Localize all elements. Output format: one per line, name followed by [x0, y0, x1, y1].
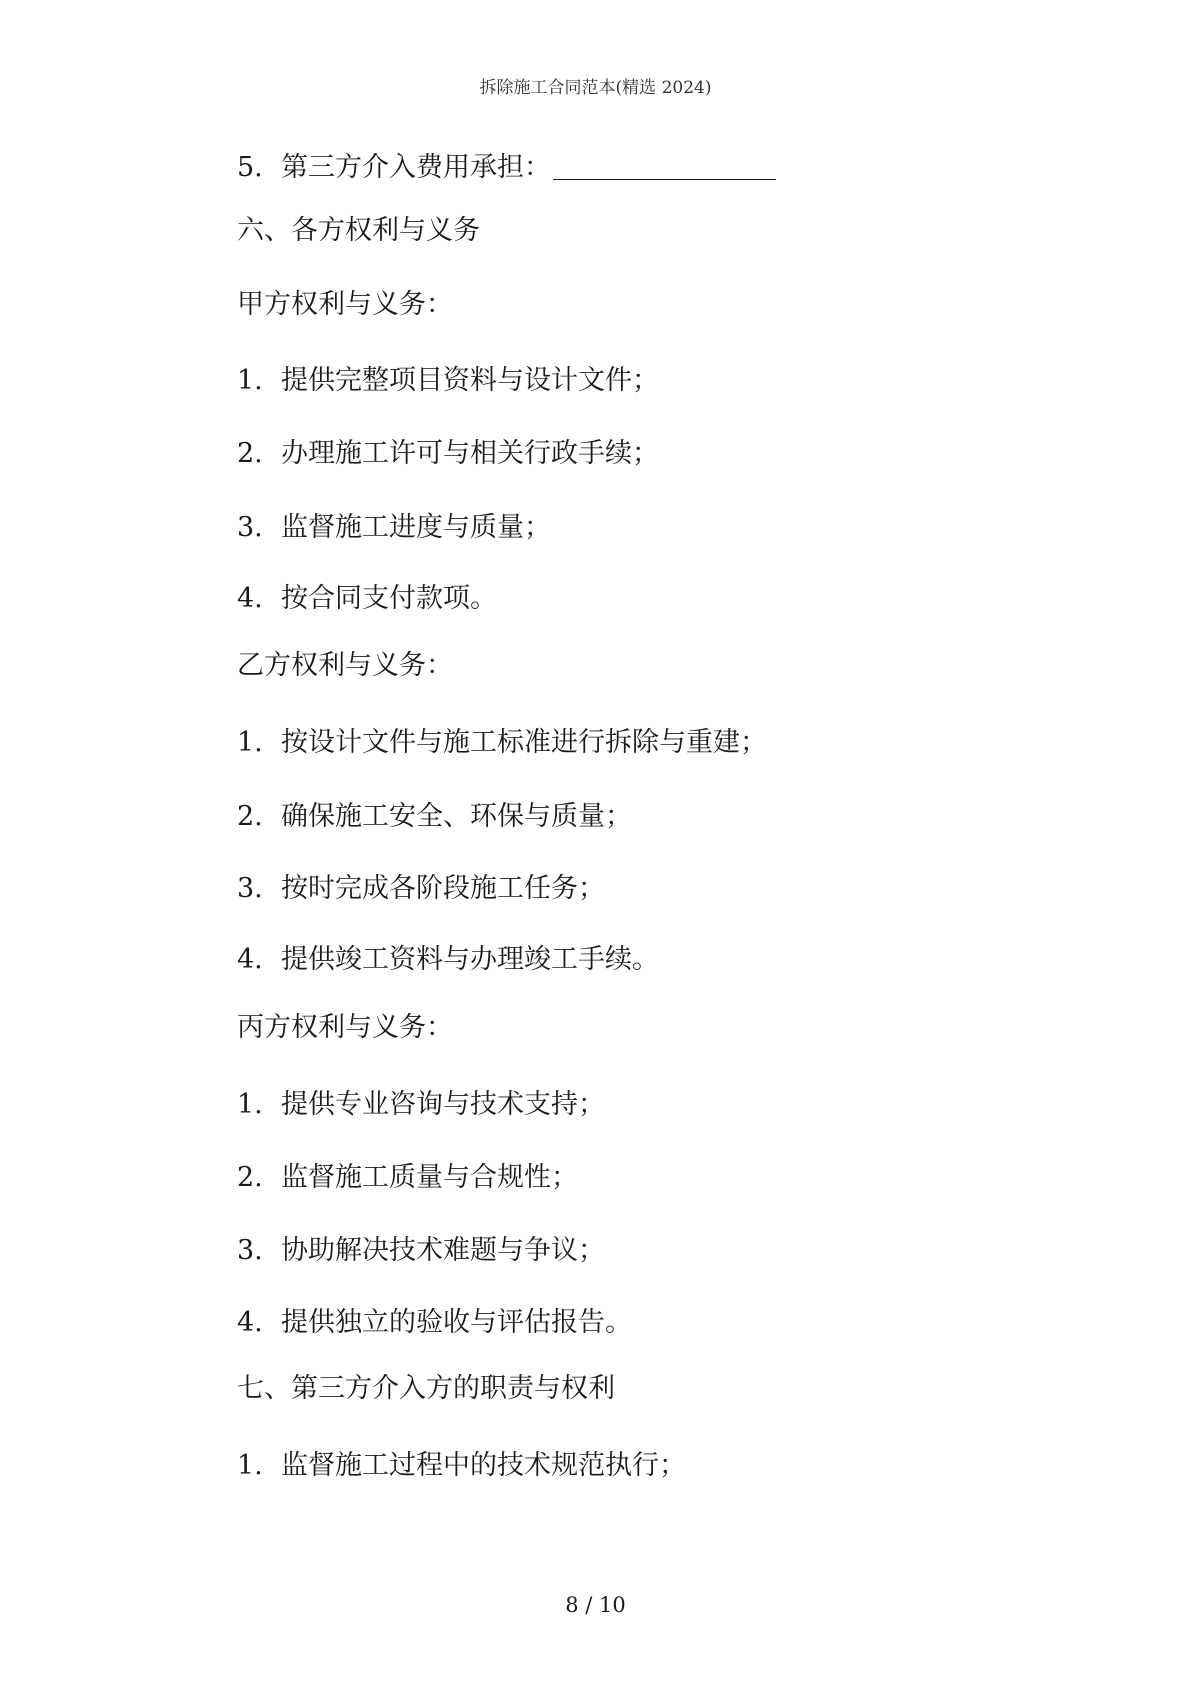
party-b-item: [237, 799, 632, 835]
item-number: 1.: [237, 727, 263, 758]
party-a-heading: 甲方权利与义务：: [237, 289, 453, 320]
page-header-title: 拆除施工合同范本(精选 2024): [479, 78, 712, 98]
item-number: 2.: [237, 801, 263, 832]
party-c-item: [237, 1160, 578, 1196]
item-text: 提供竣工资料与办理竣工手续。: [281, 944, 659, 975]
item-number: 1.: [237, 365, 263, 396]
party-a-item: [237, 581, 497, 617]
item-number: 2.: [237, 438, 263, 469]
item-text: 提供独立的验收与评估报告。: [281, 1307, 632, 1338]
party-a-item: [237, 363, 659, 399]
item-text: 监督施工质量与合规性；: [281, 1162, 578, 1193]
fill-in-blank-underline: [553, 153, 776, 180]
party-c-item: [237, 1233, 605, 1269]
item-number: 2.: [237, 1162, 263, 1193]
item-number: 4.: [237, 944, 263, 975]
party-c-heading: 丙方权利与义务：: [237, 1012, 453, 1043]
item-text: 按设计文件与施工标准进行拆除与重建；: [281, 727, 767, 758]
item-text: 第三方介入费用承担：: [281, 152, 551, 183]
page-number: 8 / 10: [565, 1593, 626, 1617]
item-number: 3.: [237, 512, 263, 543]
item-number: 3.: [237, 873, 263, 904]
item-text: 办理施工许可与相关行政手续；: [281, 438, 659, 469]
party-c-item: [237, 1305, 632, 1341]
section6-heading: 六、各方权利与义务: [237, 215, 480, 246]
party-b-item: [237, 871, 605, 907]
item-text: 按合同支付款项。: [281, 583, 497, 614]
section7-heading: 七、第三方介入方的职责与权利: [237, 1373, 615, 1404]
party-b-item: [237, 725, 767, 761]
party-a-item: [237, 436, 659, 472]
item-number: 4.: [237, 1307, 263, 1338]
item-number: 3.: [237, 1235, 263, 1266]
item-text: 监督施工过程中的技术规范执行；: [281, 1450, 686, 1481]
party-c-item: [237, 1087, 605, 1123]
section5-third-party-cost-line: [237, 149, 776, 185]
item-number: 5.: [237, 152, 263, 183]
item-text: 确保施工安全、环保与质量；: [281, 801, 632, 832]
item-number: 4.: [237, 583, 263, 614]
item-text: 监督施工进度与质量；: [281, 512, 551, 543]
item-number: 1.: [237, 1450, 263, 1481]
item-text: 协助解决技术难题与争议；: [281, 1235, 605, 1266]
party-b-item: [237, 942, 659, 978]
party-a-item: [237, 510, 551, 546]
item-number: 1.: [237, 1089, 263, 1120]
item-text: 按时完成各阶段施工任务；: [281, 873, 605, 904]
section7-item: [237, 1448, 686, 1484]
item-text: 提供专业咨询与技术支持；: [281, 1089, 605, 1120]
item-text: 提供完整项目资料与设计文件；: [281, 365, 659, 396]
party-b-heading: 乙方权利与义务：: [237, 650, 453, 681]
